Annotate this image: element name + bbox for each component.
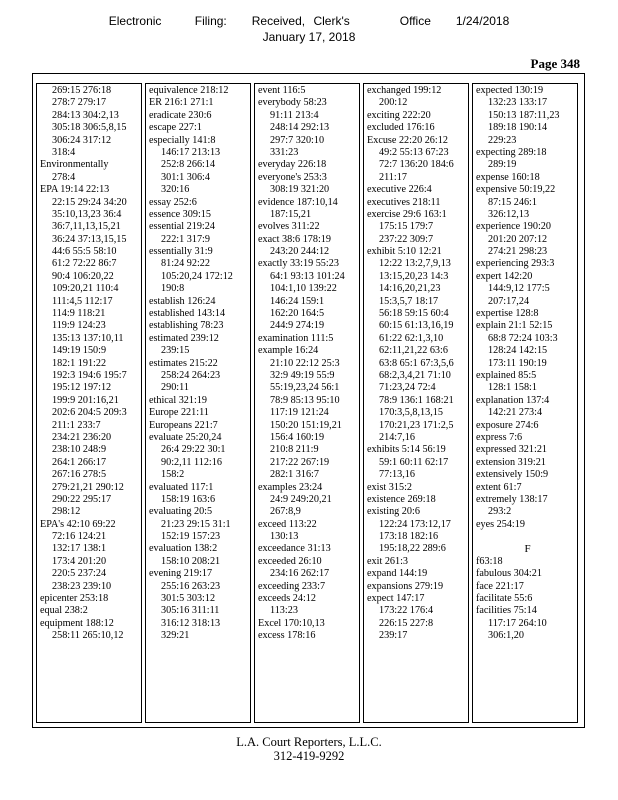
index-entry: essential 219:24 — [149, 221, 215, 233]
index-continuation-line: 234:21 236:20 — [52, 431, 112, 443]
index-continuation-line: 15:3,5,7 18:17 — [379, 295, 439, 307]
index-entry: examination 111:5 — [258, 332, 334, 344]
index-entry: explanation 137:4 — [476, 394, 550, 406]
index-entry: exist 315:2 — [367, 481, 412, 493]
index-continuation-line: 264:1 266:17 — [52, 456, 107, 468]
index-column — [149, 85, 252, 728]
index-continuation-line: 226:15 227:8 — [379, 617, 434, 629]
index-continuation-line: 298:12 — [52, 506, 81, 518]
index-entry: expensive 50:19,22 — [476, 184, 556, 196]
index-continuation-line: 238:10 248:9 — [52, 444, 107, 456]
index-entry: existing 20:6 — [367, 506, 420, 518]
index-entry: exceed 113:22 — [258, 518, 317, 530]
index-continuation-line: 14:16,20,21,23 — [379, 283, 441, 295]
index-continuation-line: 210:8 211:9 — [270, 444, 319, 456]
index-entry: evaluating 20:5 — [149, 506, 213, 518]
index-continuation-line: 146:24 159:1 — [270, 295, 325, 307]
index-continuation-line: 244:9 274:19 — [270, 320, 325, 332]
index-continuation-line: 105:20,24 172:12 — [161, 270, 233, 282]
index-entry: exercise 29:6 163:1 — [367, 208, 447, 220]
index-entry: explained 85:5 — [476, 369, 537, 381]
index-continuation-line: 56:18 59:15 60:4 — [379, 308, 449, 320]
index-continuation-line: 173:4 201:20 — [52, 555, 107, 567]
index-entry: excess 178:16 — [258, 630, 316, 642]
index-continuation-line: 258:11 265:10,12 — [52, 630, 124, 642]
index-section-letter: F — [524, 543, 531, 556]
index-entry: especially 141:8 — [149, 134, 216, 146]
index-entry: express 7:6 — [476, 431, 523, 443]
index-continuation-line: 114:9 118:21 — [52, 308, 106, 320]
index-continuation-line: 173:22 176:4 — [379, 605, 434, 617]
index-continuation-line: 207:17,24 — [488, 295, 530, 307]
index-entry: evening 219:17 — [149, 568, 213, 580]
index-continuation-line: 229:23 — [488, 134, 517, 146]
index-continuation-line: 21:10 22:12 25:3 — [270, 357, 340, 369]
index-continuation-line: 278:7 279:17 — [52, 97, 107, 109]
index-continuation-line: 200:12 — [379, 97, 408, 109]
index-continuation-line: 284:13 304:2,13 — [52, 109, 119, 121]
index-continuation-line: 237:22 309:7 — [379, 233, 434, 245]
index-entry: examples 23:24 — [258, 481, 323, 493]
index-entry: extent 61:7 — [476, 481, 522, 493]
index-continuation-line: 187:15,21 — [270, 208, 312, 220]
index-continuation-line: 78:9 85:13 95:10 — [270, 394, 340, 406]
index-entry: escape 227:1 — [149, 122, 202, 134]
index-continuation-line: 158:10 208:21 — [161, 555, 221, 567]
index-continuation-line: 318:4 — [52, 146, 76, 158]
index-continuation-line: 258:24 264:23 — [161, 369, 221, 381]
index-entry: fabulous 304:21 — [476, 568, 542, 580]
index-entry: equivalence 218:12 — [149, 85, 229, 96]
index-continuation-line: 293:2 — [488, 506, 512, 518]
index-entry: evidence 187:10,14 — [258, 196, 338, 208]
index-continuation-line: 22:15 29:24 34:20 — [52, 196, 127, 208]
index-entry: expert 142:20 — [476, 270, 533, 282]
index-continuation-line: 306:1,20 — [488, 630, 524, 642]
index-entry: f63:18 — [476, 555, 503, 567]
index-continuation-line: 21:23 29:15 31:1 — [161, 518, 231, 530]
index-continuation-line: 195:18,22 289:6 — [379, 543, 446, 555]
index-continuation-line: 24:9 249:20,21 — [270, 493, 332, 505]
index-continuation-line: 238:23 239:10 — [52, 580, 112, 592]
index-entry: explain 21:1 52:15 — [476, 320, 553, 332]
index-entry: expand 144:19 — [367, 568, 428, 580]
index-entry: expertise 128:8 — [476, 308, 539, 320]
index-continuation-line: 128:24 142:15 — [488, 345, 548, 357]
index-entry: extensively 150:9 — [476, 469, 549, 481]
index-entry: established 143:14 — [149, 308, 226, 320]
index-continuation-line: 150:20 151:19,21 — [270, 419, 342, 431]
index-continuation-line: 214:7,16 — [379, 431, 415, 443]
index-entry: exact 38:6 178:19 — [258, 233, 331, 245]
index-entry: everyone's 253:3 — [258, 171, 327, 183]
index-entry: essay 252:6 — [149, 196, 197, 208]
index-continuation-line: 329:21 — [161, 630, 190, 642]
index-entry: exceeded 26:10 — [258, 555, 322, 567]
index-entry: expecting 289:18 — [476, 146, 547, 158]
index-continuation-line: 36:7,11,13,15,21 — [52, 221, 121, 233]
index-continuation-line: 290:11 — [161, 382, 189, 394]
index-continuation-line: 91:11 213:4 — [270, 109, 319, 121]
index-continuation-line: 68:2,3,4,21 71:10 — [379, 369, 451, 381]
index-entry: epicenter 253:18 — [40, 593, 109, 605]
index-continuation-line: 326:12,13 — [488, 208, 530, 220]
index-entry: EPA 19:14 22:13 — [40, 184, 110, 196]
index-column — [40, 85, 143, 728]
index-continuation-line: 149:19 150:9 — [52, 345, 107, 357]
index-entry: excluded 176:16 — [367, 122, 435, 134]
index-entry: exhibit 5:10 12:21 — [367, 246, 442, 258]
index-entry: example 16:24 — [258, 345, 319, 357]
index-continuation-line: 111:4,5 112:17 — [52, 295, 113, 307]
index-continuation-line: 12:22 13:2,7,9,13 — [379, 258, 451, 270]
index-entry: expense 160:18 — [476, 171, 540, 183]
index-entry: expansions 279:19 — [367, 580, 444, 592]
index-continuation-line: 119:9 124:23 — [52, 320, 106, 332]
index-entry: expressed 321:21 — [476, 444, 548, 456]
index-continuation-line: 308:19 321:20 — [270, 184, 330, 196]
index-continuation-line: 62:11,21,22 63:6 — [379, 345, 448, 357]
index-continuation-line: 81:24 92:22 — [161, 258, 210, 270]
index-continuation-line: 234:16 262:17 — [270, 568, 330, 580]
index-continuation-line: 49:2 55:13 67:23 — [379, 146, 449, 158]
index-continuation-line: 305:18 306:5,8,15 — [52, 122, 127, 134]
index-entry: Excel 170:10,13 — [258, 617, 325, 629]
index-continuation-line: 297:7 320:10 — [270, 134, 325, 146]
index-continuation-line: 252:8 266:14 — [161, 159, 216, 171]
index-continuation-line: 158:2 — [161, 469, 185, 481]
index-continuation-line: 152:19 157:23 — [161, 531, 221, 543]
index-continuation-line: 255:16 263:23 — [161, 580, 221, 592]
index-continuation-line: 306:24 317:12 — [52, 134, 112, 146]
index-continuation-line: 117:17 264:10 — [488, 617, 547, 629]
index-continuation-line: 68:8 72:24 103:3 — [488, 332, 558, 344]
index-entry: everyday 226:18 — [258, 159, 327, 171]
index-continuation-line: 289:19 — [488, 159, 517, 171]
index-continuation-line: 189:18 190:14 — [488, 122, 548, 134]
index-continuation-line: 267:8,9 — [270, 506, 301, 518]
index-entry: existence 269:18 — [367, 493, 436, 505]
index-continuation-line: 305:16 311:11 — [161, 605, 220, 617]
index-continuation-line: 150:13 187:11,23 — [488, 109, 560, 121]
index-continuation-line: 222:1 317:9 — [161, 233, 210, 245]
index-continuation-line: 144:9,12 177:5 — [488, 283, 550, 295]
index-entry: face 221:17 — [476, 580, 524, 592]
index-continuation-line: 175:15 179:7 — [379, 221, 434, 233]
index-entry: evolves 311:22 — [258, 221, 320, 233]
index-continuation-line: 211:1 233:7 — [52, 419, 101, 431]
index-continuation-line: 201:20 207:12 — [488, 233, 548, 245]
index-continuation-line: 26:4 29:22 30:1 — [161, 444, 226, 456]
index-continuation-line: 156:4 160:19 — [270, 431, 325, 443]
index-entry: essentially 31:9 — [149, 246, 213, 258]
index-continuation-line: 78:9 136:1 168:21 — [379, 394, 454, 406]
index-continuation-line: 170:3,5,8,13,15 — [379, 407, 443, 419]
index-continuation-line: 279:21,21 290:12 — [52, 481, 124, 493]
index-continuation-line: 132:17 138:1 — [52, 543, 107, 555]
index-continuation-line: 301:5 303:12 — [161, 593, 216, 605]
index-entry: ER 216:1 271:1 — [149, 97, 214, 109]
index-entry: experience 190:20 — [476, 221, 551, 233]
index-entry: exceeding 233:7 — [258, 580, 326, 592]
footer-phone: 312-419-9292 — [273, 749, 345, 763]
index-entry: ethical 321:19 — [149, 394, 207, 406]
index-continuation-line: 199:9 201:16,21 — [52, 394, 119, 406]
index-entry: eyes 254:19 — [476, 518, 525, 530]
index-column — [476, 85, 579, 728]
page-number: Page 348 — [530, 56, 580, 71]
index-continuation-line: 158:19 163:6 — [161, 493, 216, 505]
index-entry: estimated 239:12 — [149, 332, 219, 344]
index-entry: Europe 221:11 — [149, 407, 209, 419]
index-entry: Environmentally — [40, 159, 109, 171]
index-continuation-line: 170:21,23 171:2,5 — [379, 419, 454, 431]
index-continuation-line: 146:17 213:13 — [161, 146, 221, 158]
index-continuation-line: 55:19,23,24 56:1 — [270, 382, 340, 394]
index-entry: exceedance 31:13 — [258, 543, 331, 555]
index-continuation-line: 301:1 306:4 — [161, 171, 210, 183]
index-entry: eradicate 230:6 — [149, 109, 212, 121]
index-continuation-line: 267:16 278:5 — [52, 469, 107, 481]
index-continuation-line: 173:18 182:16 — [379, 531, 439, 543]
index-continuation-line: 195:12 197:12 — [52, 382, 112, 394]
index-continuation-line: 32:9 49:19 55:9 — [270, 369, 335, 381]
index-column — [258, 85, 361, 728]
index-entry: Europeans 221:7 — [149, 419, 218, 431]
index-entry: expect 147:17 — [367, 593, 425, 605]
index-continuation-line: 61:2 72:22 86:7 — [52, 258, 117, 270]
index-column — [367, 85, 470, 728]
index-continuation-line: 36:24 37:13,15,15 — [52, 233, 127, 245]
index-continuation-line: 162:20 164:5 — [270, 308, 325, 320]
index-continuation-line: 135:13 137:10,11 — [52, 332, 124, 344]
index-entry: facilitate 55:6 — [476, 593, 533, 605]
index-continuation-line: 239:15 — [161, 345, 190, 357]
index-entry: evaluation 138:2 — [149, 543, 218, 555]
index-continuation-line: 320:16 — [161, 184, 190, 196]
index-continuation-line: 248:14 292:13 — [270, 122, 330, 134]
index-continuation-line: 278:4 — [52, 171, 76, 183]
index-entry: exposure 274:6 — [476, 419, 539, 431]
index-continuation-line: 77:13,16 — [379, 469, 415, 481]
index-continuation-line: 211:17 — [379, 171, 407, 183]
index-continuation-line: 61:22 62:1,3,10 — [379, 332, 444, 344]
index-entry: exciting 222:20 — [367, 109, 431, 121]
index-continuation-line: 122:24 173:12,17 — [379, 518, 451, 530]
index-entry: exchanged 199:12 — [367, 85, 442, 96]
index-entry: evaluated 117:1 — [149, 481, 214, 493]
index-entry: Excuse 22:20 26:12 — [367, 134, 448, 146]
index-continuation-line: 117:19 121:24 — [270, 407, 329, 419]
index-continuation-line: 90:2,11 112:16 — [161, 456, 222, 468]
index-entry: estimates 215:22 — [149, 357, 218, 369]
index-continuation-line: 130:13 — [270, 531, 299, 543]
index-continuation-line: 13:15,20,23 14:3 — [379, 270, 449, 282]
index-continuation-line: 44:6 55:5 58:10 — [52, 246, 117, 258]
index-continuation-line: 220:5 237:24 — [52, 568, 107, 580]
footer-company: L.A. Court Reporters, L.L.C. — [236, 735, 382, 749]
index-entry: extremely 138:17 — [476, 493, 548, 505]
index-entry: evaluate 25:20,24 — [149, 431, 222, 443]
index-entry: extension 319:21 — [476, 456, 546, 468]
index-continuation-line: 217:22 267:19 — [270, 456, 330, 468]
index-entry: EPA's 42:10 69:22 — [40, 518, 116, 530]
index-continuation-line: 192:3 194:6 195:7 — [52, 369, 127, 381]
index-entry: equipment 188:12 — [40, 617, 114, 629]
index-continuation-line: 142:21 273:4 — [488, 407, 543, 419]
index-continuation-line: 109:20,21 110:4 — [52, 283, 119, 295]
index-frame — [32, 73, 585, 728]
index-continuation-line: 269:15 276:18 — [52, 85, 112, 96]
index-entry: executive 226:4 — [367, 184, 432, 196]
index-entry: essence 309:15 — [149, 208, 211, 220]
index-entry: exit 261:3 — [367, 555, 409, 567]
index-continuation-line: 331:23 — [270, 146, 299, 158]
filing-stamp-line: Electronic Filing: Received, Clerk's Office 1/24/2018 — [108, 14, 510, 28]
index-entry: establishing 78:23 — [149, 320, 224, 332]
index-continuation-line: 35:10,13,23 36:4 — [52, 208, 122, 220]
index-continuation-line: 290:22 295:17 — [52, 493, 112, 505]
index-continuation-line: 190:8 — [161, 283, 185, 295]
index-continuation-line: 60:15 61:13,16,19 — [379, 320, 454, 332]
index-continuation-line: 59:1 60:11 62:17 — [379, 456, 449, 468]
index-entry: experiencing 293:3 — [476, 258, 555, 270]
filing-date-line: January 17, 2018 — [262, 30, 356, 44]
index-continuation-line: 71:23,24 72:4 — [379, 382, 436, 394]
index-entry: executives 218:11 — [367, 196, 441, 208]
index-continuation-line: 182:1 191:22 — [52, 357, 107, 369]
index-continuation-line: 72:16 124:21 — [52, 531, 107, 543]
index-entry: expected 130:19 — [476, 85, 544, 96]
index-continuation-line: 104:1,10 139:22 — [270, 283, 337, 295]
index-entry: exceeds 24:12 — [258, 593, 316, 605]
index-entry: facilities 75:14 — [476, 605, 537, 617]
index-continuation-line: 72:7 136:20 184:6 — [379, 159, 454, 171]
index-continuation-line: 64:1 93:13 101:24 — [270, 270, 345, 282]
index-continuation-line: 282:1 316:7 — [270, 469, 319, 481]
index-continuation-line: 128:1 158:1 — [488, 382, 537, 394]
index-continuation-line: 173:11 190:19 — [488, 357, 547, 369]
index-entry: establish 126:24 — [149, 295, 216, 307]
index-entry: event 116:5 — [258, 85, 306, 96]
index-entry: everybody 58:23 — [258, 97, 327, 109]
index-continuation-line: 63:8 65:1 67:3,5,6 — [379, 357, 454, 369]
index-continuation-line: 87:15 246:1 — [488, 196, 537, 208]
index-continuation-line: 90:4 106:20,22 — [52, 270, 114, 282]
index-continuation-line: 132:23 133:17 — [488, 97, 548, 109]
index-continuation-line: 243:20 244:12 — [270, 246, 330, 258]
index-entry — [476, 531, 579, 543]
index-entry: equal 238:2 — [40, 605, 88, 617]
index-continuation-line: 316:12 318:13 — [161, 617, 221, 629]
index-entry: exactly 33:19 55:23 — [258, 258, 339, 270]
index-continuation-line: 239:17 — [379, 630, 408, 642]
index-continuation-line: 274:21 298:23 — [488, 246, 548, 258]
index-entry: exhibits 5:14 56:19 — [367, 444, 446, 456]
index-continuation-line: 113:23 — [270, 605, 298, 617]
index-continuation-line: 202:6 204:5 209:3 — [52, 407, 127, 419]
